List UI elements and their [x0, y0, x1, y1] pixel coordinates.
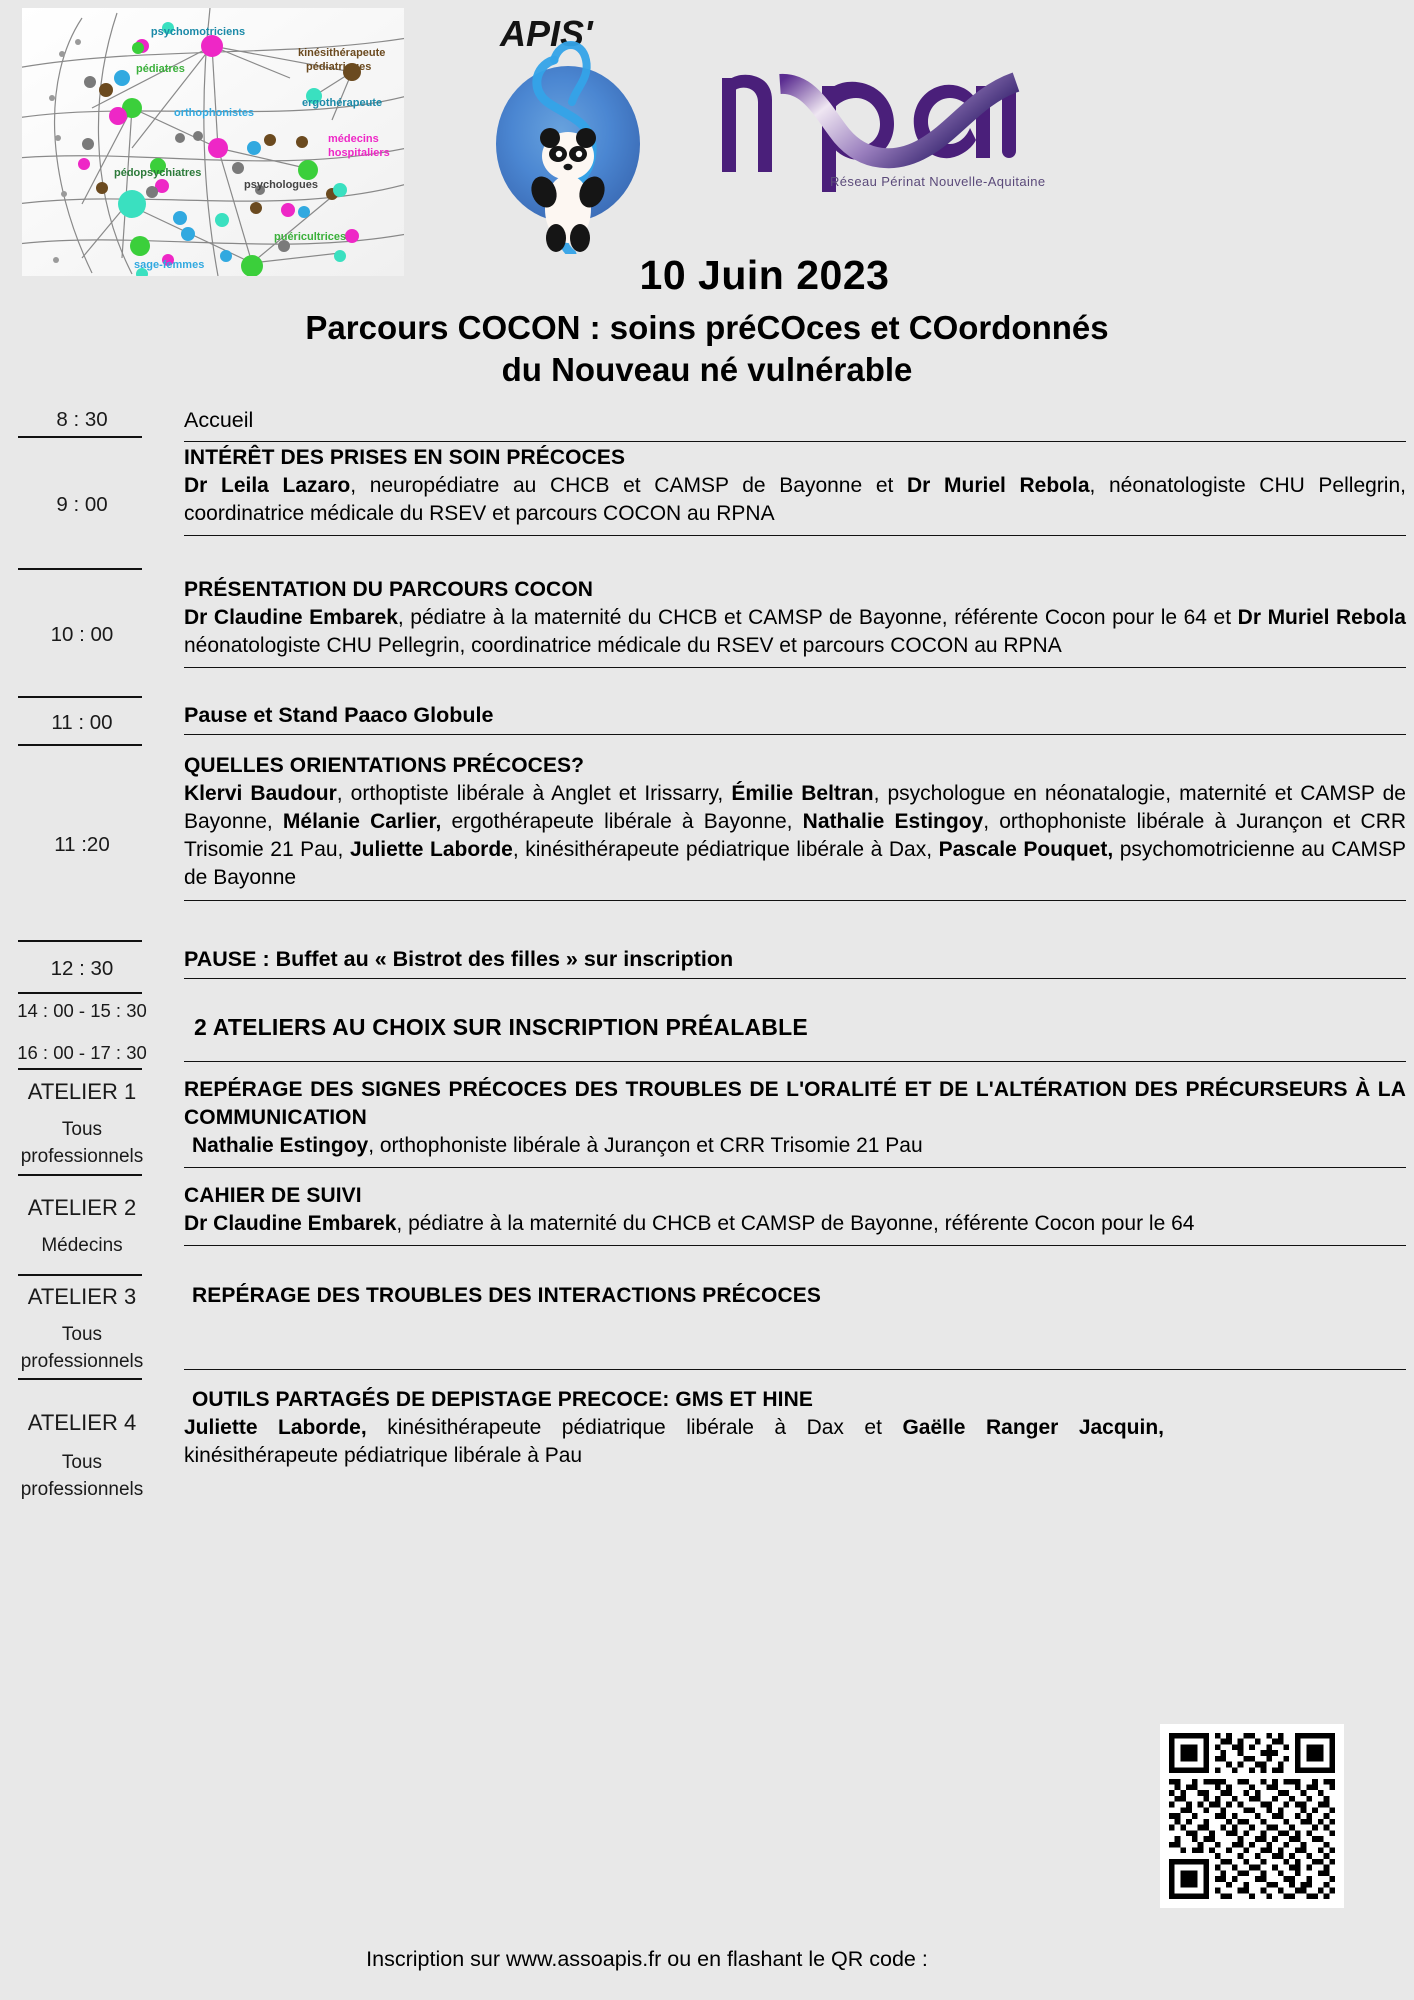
speaker-name: Émilie Beltran: [731, 782, 874, 806]
session-cell: [178, 942, 1414, 994]
event-date: 10 Juin 2023: [639, 252, 890, 298]
workshop-content-cell: [178, 1276, 1414, 1380]
time-value: 8 : 30: [56, 407, 108, 431]
time-cell: [0, 746, 178, 942]
session-heading: QUELLES ORIENTATIONS PRÉCOCES?: [184, 754, 585, 778]
workshop-audience-1: Tous: [61, 1118, 103, 1140]
speaker-name: Juliette Laborde,: [184, 1416, 367, 1440]
speaker-detail: , pédiatre à la maternité du CHCB et CAMSP de Bayonne, référente Cocon pour le 64 et: [397, 606, 1238, 630]
session-divider: [184, 1061, 1406, 1062]
speaker-detail: néonatologiste CHU Pellegrin, coordinatrice médicale du RSEV et parcours COCON au RPNA: [184, 634, 1062, 658]
speaker-detail: , orthophoniste libérale à Jurançon et CRR Trisomie 21 Pau,: [184, 810, 1407, 862]
workshop-time-slot-2: 16 : 00 - 17 : 30: [17, 1042, 147, 1064]
label-ortho: orthophonistes: [174, 107, 255, 119]
time-value: 12 : 30: [50, 956, 114, 980]
workshop-heading: REPÉRAGE DES TROUBLES DES INTERACTIONS PRÉCOCES: [192, 1284, 821, 1308]
apis-wordmark: APIS': [500, 13, 593, 54]
session-heading: INTÉRÊT DES PRISES EN SOIN PRÉCOCES: [184, 446, 626, 470]
workshop-content-cell: [178, 1070, 1414, 1176]
session-cell: [178, 698, 1414, 746]
speaker-detail: , psychologue en néonatalogie, maternité et CAMSP de Bayonne,: [184, 782, 1406, 834]
speaker-detail: , pédiatre à la maternité du CHCB et CAMSP de Bayonne, référente Cocon pour le 64: [396, 1212, 1195, 1236]
time-cell: [0, 438, 178, 570]
time-value: 11 :20: [54, 832, 110, 856]
speaker-detail: , neuropédiatre au CHCB et CAMSP de Bayonne et: [350, 474, 907, 498]
speaker-detail: ergothérapeute libérale à Bayonne,: [441, 810, 803, 834]
session-divider: [184, 1245, 1406, 1246]
time-value: 11 : 00: [51, 710, 113, 734]
workshop-audience-2: professionnels: [20, 1478, 144, 1500]
speaker-name: Dr Claudine Embarek: [184, 1212, 397, 1236]
speaker-name: Juliette Laborde: [349, 838, 513, 862]
label-psychologues: psychologues: [244, 179, 318, 191]
speaker-name: Klervi Baudour: [184, 782, 337, 806]
speaker-detail: , kinésithérapeute pédiatrique libérale à Dax,: [512, 838, 939, 862]
session-speakers: [184, 472, 1406, 528]
session-speakers: [184, 780, 1406, 893]
speaker-detail: , orthoptiste libérale à Anglet et Irissarry,: [336, 782, 732, 806]
label-sage-femmes: sage-femmes: [134, 259, 205, 271]
workshop-audience-1: Tous: [61, 1451, 103, 1473]
speaker-detail: , orthophoniste libérale à Jurançon et CRR Trisomie 21 Pau: [368, 1134, 923, 1157]
registration-footer: Inscription sur www.assoapis.fr ou en flashant le QR code :: [366, 1947, 928, 1971]
page-title: [0, 299, 1414, 390]
session-divider: [184, 900, 1406, 901]
schedule-table: [0, 400, 1414, 1530]
workshops-banner-row: [0, 994, 1414, 1070]
session-cell: [178, 438, 1414, 570]
workshop-row: [0, 1070, 1414, 1176]
speaker-detail: kinésithérapeute pédiatrique libérale à Dax et: [366, 1416, 903, 1440]
workshop-row: [0, 1276, 1414, 1380]
professional-network-logo: [22, 8, 404, 276]
qr-code-image: [1169, 1733, 1335, 1899]
time-cell: [0, 570, 178, 698]
workshop-name: ATELIER 2: [27, 1195, 137, 1221]
speaker-name: Nathalie Estingoy: [192, 1134, 369, 1157]
session-speakers: [184, 604, 1406, 660]
workshop-row: [0, 1176, 1414, 1276]
workshop-row: [0, 1380, 1414, 1530]
schedule-row: [0, 400, 1414, 438]
speaker-detail: kinésithérapeute pédiatrique libérale à Pau: [184, 1444, 583, 1468]
workshop-audience-1: Médecins: [41, 1235, 123, 1257]
rpna-subtitle: Réseau Périnat Nouvelle-Aquitaine: [830, 174, 1046, 189]
session-divider: [184, 667, 1406, 668]
workshop-content-cell: [178, 1380, 1414, 1530]
time-value: 9 : 00: [56, 492, 108, 516]
apis-logo: [468, 4, 678, 254]
label-medecins-1: médecins: [328, 133, 379, 145]
header-logos: [0, 0, 1414, 290]
page-title-line2: du Nouveau né vulnérable: [501, 350, 913, 388]
session-text: PAUSE : Buffet au « Bistrot des filles » sur inscription: [184, 947, 734, 972]
workshop-heading: OUTILS PARTAGÉS DE DEPISTAGE PRECOCE: GMS ET HINE: [192, 1388, 813, 1412]
speaker-name: Nathalie Estingoy: [802, 810, 984, 834]
workshop-name: ATELIER 3: [27, 1283, 137, 1309]
speaker-detail: , néonatologiste CHU Pellegrin, coordinatrice médicale du RSEV et parcours COCON au RPNA: [184, 474, 1406, 526]
time-cell: [0, 942, 178, 994]
label-puericultrices: puéricultrices: [274, 231, 347, 243]
schedule-row: [0, 438, 1414, 570]
workshop-audience-2: professionnels: [20, 1350, 144, 1372]
time-cell: [0, 400, 178, 438]
label-medecins-2: hospitaliers: [328, 147, 390, 159]
session-divider: [184, 978, 1406, 979]
speaker-detail: psychomotricienne au CAMSP de Bayonne: [184, 838, 1406, 890]
workshop-name: ATELIER 4: [27, 1409, 137, 1435]
session-text: Accueil: [184, 408, 254, 433]
workshop-speakers: [184, 1414, 1164, 1470]
qr-code[interactable]: [1160, 1724, 1344, 1908]
schedule-row: [0, 570, 1414, 698]
workshop-audience-2: professionnels: [20, 1145, 144, 1167]
workshop-label-cell: [0, 1176, 178, 1276]
page-title-line1: Parcours COCON : soins préCOces et COordonnés: [305, 309, 1109, 346]
label-pedopsy: pédopsychiatres: [114, 167, 202, 179]
session-divider: [184, 1167, 1406, 1168]
workshops-banner-label: 2 ATELIERS AU CHOIX SUR INSCRIPTION PRÉALABLE: [194, 1014, 808, 1041]
rpna-logo: [718, 52, 1060, 192]
speaker-name: Mélanie Carlier,: [282, 810, 442, 834]
session-divider: [184, 734, 1406, 735]
workshop-heading: REPÉRAGE DES SIGNES PRÉCOCES DES TROUBLES DE L'ORALITÉ ET DE L'ALTÉRATION DES PRÉCURSEURS À LA COMMUNICATION: [184, 1078, 1406, 1130]
workshop-times-cell: [0, 994, 178, 1070]
speaker-name: Gaëlle Ranger Jacquin,: [902, 1416, 1165, 1440]
speaker-name: Dr Muriel Rebola: [1237, 606, 1406, 630]
label-ergo: ergothérapeute: [302, 97, 383, 109]
label-psychomotriciens: psychomotriciens: [150, 26, 246, 38]
label-kine-2: pédiatriques: [306, 61, 372, 73]
speaker-name: Pascale Pouquet,: [938, 838, 1114, 862]
session-text: Pause et Stand Paaco Globule: [184, 703, 494, 728]
workshop-speakers: [184, 1210, 1406, 1238]
workshop-label-cell: [0, 1276, 178, 1380]
workshop-heading: CAHIER DE SUIVI: [184, 1184, 362, 1208]
session-heading: PRÉSENTATION DU PARCOURS COCON: [184, 578, 594, 602]
label-kine-1: kinésithérapeute: [298, 47, 386, 59]
workshop-content-cell: [178, 1176, 1414, 1276]
time-cell: [0, 698, 178, 746]
session-cell: [178, 746, 1414, 942]
time-value: 10 : 00: [50, 622, 114, 646]
speaker-name: Dr Leila Lazaro: [184, 474, 351, 498]
session-cell: [178, 570, 1414, 698]
session-cell: [178, 400, 1414, 438]
session-divider: [184, 535, 1406, 536]
label-pediatres: pédiatres: [136, 63, 185, 75]
workshop-audience-1: Tous: [61, 1323, 103, 1345]
workshops-banner-cell: [178, 994, 1414, 1070]
speaker-name: Dr Claudine Embarek: [184, 606, 398, 630]
speaker-name: Dr Muriel Rebola: [907, 474, 1090, 498]
schedule-row: [0, 746, 1414, 942]
schedule-row: [0, 942, 1414, 994]
workshop-time-slot-1: 14 : 00 - 15 : 30: [17, 999, 147, 1021]
workshop-name: ATELIER 1: [27, 1078, 137, 1104]
session-divider: [184, 1369, 1406, 1370]
workshop-label-cell: [0, 1380, 178, 1530]
workshop-label-cell: [0, 1070, 178, 1176]
schedule-row: [0, 698, 1414, 746]
workshop-speakers: [184, 1132, 1406, 1160]
